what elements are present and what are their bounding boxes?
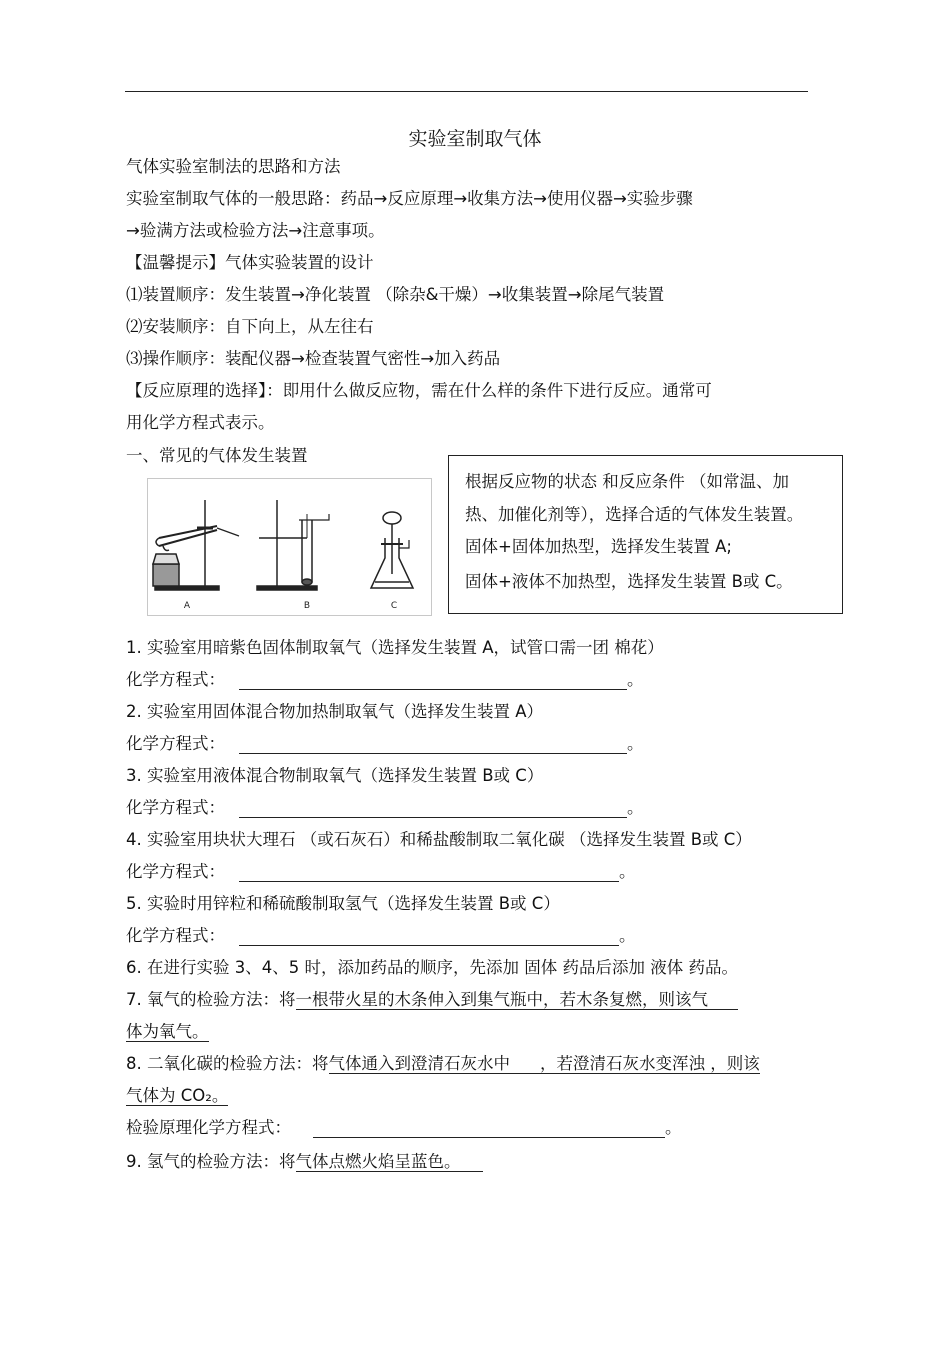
answer-blank[interactable] (239, 735, 627, 754)
header-rule (125, 91, 808, 92)
tip-line: 固体+固体加热型，选择发生装置 A; (465, 537, 732, 556)
answer-underlined: 气体通入到澄清石灰水中 (329, 1054, 541, 1074)
equation-line-5: 化学方程式： 。 (126, 926, 636, 945)
question-1: 1. 实验室用暗紫色固体制取氧气（选择发生装置 A，试管口需一团 棉花） (126, 638, 664, 657)
answer-blank[interactable] (239, 863, 619, 882)
tip-box (448, 455, 843, 614)
question-7: 7. 氧气的检验方法：将一根带火星的木条伸入到集气瓶中，若木条复燃，则该气 (126, 990, 738, 1010)
text-line: 实验室制取气体的一般思路：药品→反应原理→收集方法→使用仪器→实验步骤 (126, 189, 693, 208)
label-b: B (303, 601, 311, 611)
equation-line-3: 化学方程式： 。 (126, 798, 644, 817)
question-8: 8. 二氧化碳的检验方法：将气体通入到澄清石灰水中 ，若澄清石灰水变浑浊 ，则该 (126, 1054, 760, 1073)
text-line: 【温馨提示】气体实验装置的设计 (126, 253, 374, 272)
text-line: ⑶操作顺序：装配仪器→检查装置气密性→加入药品 (126, 349, 501, 368)
question-4: 4. 实验室用块状大理石 （或石灰石）和稀盐酸制取二氧化碳 （选择发生装置 B或 C） (126, 830, 752, 849)
text-line: 气体实验室制法的思路和方法 (126, 157, 341, 176)
equation-label: 化学方程式： (126, 862, 225, 881)
answer-blank[interactable] (239, 671, 627, 690)
text-line: ⑴装置顺序：发生装置→净化装置 （除杂&干燥）→收集装置→除尾气装置 (126, 285, 665, 304)
question-9: 9. 氢气的检验方法：将气体点燃火焰呈蓝色。 (126, 1152, 483, 1172)
answer-blank[interactable] (239, 927, 619, 946)
text-line: ⑵安装顺序：自下向上，从左往右 (126, 317, 374, 336)
answer-underlined: 一根带火星的木条伸入到集气瓶中，若木条复燃，则该气 (296, 990, 739, 1010)
label-a: A (183, 601, 191, 611)
question-5: 5. 实验时用锌粒和稀硫酸制取氢气（选择发生装置 B或 C） (126, 894, 560, 913)
question-6: 6. 在进行实验 3、4、5 时，添加药品的顺序，先添加 固体 药品后添加 液体 药品。 (126, 958, 738, 977)
answer-blank[interactable] (313, 1119, 665, 1138)
equation-label: 化学方程式： (126, 734, 225, 753)
equation-line-4: 化学方程式： 。 (126, 862, 636, 881)
tip-line: 热、加催化剂等），选择合适的气体发生装置。 (465, 505, 804, 524)
question-3: 3. 实验室用液体混合物制取氧气（选择发生装置 B或 C） (126, 766, 544, 785)
tip-line: 根据反应物的状态 和反应条件 （如常温、加 (465, 472, 789, 491)
page-title: 实验室制取气体 (408, 128, 542, 150)
principle-equation-line: 检验原理化学方程式： 。 (126, 1118, 682, 1137)
label-c: C (390, 601, 398, 611)
answer-underlined: 气体点燃火焰呈蓝色。 (296, 1152, 483, 1172)
question-7-cont (126, 1022, 209, 1042)
text-line: 【反应原理的选择】：即用什么做反应物，需在什么样的条件下进行反应。通常可 (126, 381, 712, 400)
tip-line: 固体+液体不加热型，选择发生装置 B或 C。 (465, 572, 793, 591)
equation-label: 化学方程式： (126, 798, 225, 817)
question-2: 2. 实验室用固体混合物加热制取氧气（选择发生装置 A） (126, 702, 544, 721)
text-line: 用化学方程式表示。 (126, 413, 275, 432)
section-heading: 一、常见的气体发生装置 (126, 446, 308, 465)
answer-underlined: 气体为 CO₂。 (126, 1086, 229, 1105)
equation-label: 化学方程式： (126, 670, 225, 689)
question-8-cont (126, 1086, 228, 1106)
text-line: →验满方法或检验方法→注意事项。 (126, 221, 385, 240)
answer-underlined: 体为氧气。 (126, 1022, 209, 1041)
equation-line-2: 化学方程式： 。 (126, 734, 644, 753)
answer-blank[interactable] (239, 799, 627, 818)
equation-line-1: 化学方程式： 。 (126, 670, 644, 689)
gas-generator-apparatus-figure (147, 478, 432, 616)
answer-underlined: ，若澄清石灰水变浑浊 ，则该 (540, 1054, 760, 1073)
equation-label: 化学方程式： (126, 926, 225, 945)
